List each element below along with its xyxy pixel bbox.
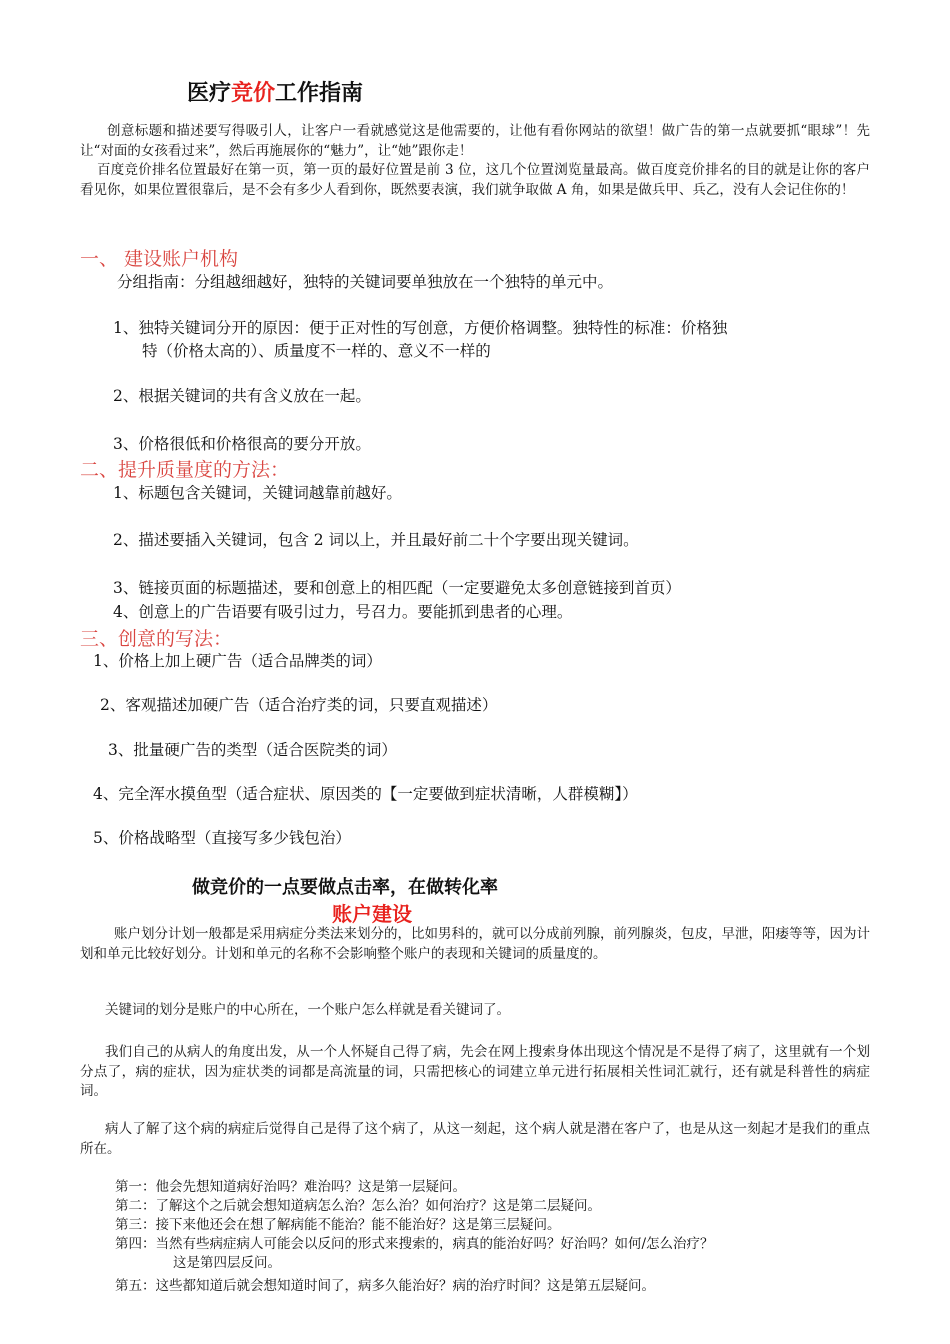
section2-item2: 2、描述要插入关键词，包含 2 词以上，并且最好前二十个字要出现关键词。 bbox=[113, 531, 639, 549]
account-paragraph-2: 关键词的划分是账户的中心所在，一个账户怎么样就是看关键词了。 bbox=[105, 1002, 510, 1018]
account-paragraph-4: 病人了解了这个病的病症后觉得自己是得了这个病了，从这一刻起，这个病人就是潜在客户了，也是从这一刻起才是我们的重点所在。 bbox=[80, 1121, 870, 1157]
section1-lead: 分组指南：分组越细越好，独特的关键词要单独放在一个独特的单元中。 bbox=[117, 273, 614, 291]
subtitle: 做竞价的一点要做点击率，在做转化率 bbox=[192, 877, 498, 898]
page-title bbox=[187, 76, 363, 107]
section1-item1-line2: 特（价格太高的）、质量度不一样的、意义不一样的 bbox=[142, 342, 491, 360]
section1-item3: 3、价格很低和价格很高的要分开放。 bbox=[113, 435, 371, 453]
section3-heading: 三、创意的写法： bbox=[80, 628, 233, 650]
page-title-highlight: 竞价 bbox=[231, 81, 276, 106]
section3-item3: 3、批量硬广告的类型（适合医院类的词） bbox=[108, 741, 397, 759]
section1-item1-line1: 1、独特关键词分开的原因：便于正对性的写创意，方便价格调整。独特性的标准：价格独 bbox=[113, 319, 728, 337]
page-title-part1: 医疗 bbox=[187, 81, 232, 106]
question-1: 第一：他会先想知道病好治吗？难治吗？这是第一层疑问。 bbox=[115, 1179, 466, 1195]
question-2: 第二：了解这个之后就会想知道病怎么治？怎么治？如何治疗？这是第二层疑问。 bbox=[115, 1198, 601, 1214]
section3-item4: 4、完全浑水摸鱼型（适合症状、原因类的【一定要做到症状清晰，人群模糊】） bbox=[93, 785, 638, 803]
question-5: 第五：这些都知道后就会想知道时间了，病多久能治好？病的治疗时间？这是第五层疑问。 bbox=[115, 1278, 655, 1294]
section3-item1: 1、价格上加上硬广告（适合品牌类的词） bbox=[93, 652, 382, 670]
section2-item4: 4、创意上的广告语要有吸引过力，号召力。要能抓到患者的心理。 bbox=[113, 603, 573, 621]
question-4-line2: 这是第四层反问。 bbox=[173, 1255, 281, 1271]
intro-paragraph-2: 百度竞价排名位置最好在第一页，第一页的最好位置是前 3 位，这几个位置浏览量最高。做百度竞价排名的目的就是让你的客户看见你，如果位置很靠后，是不会有多少人看到你，既然要表演，我们就争取做 A 角，如果是做兵甲、兵乙，没有人会记住你的！ bbox=[80, 162, 870, 198]
section1-heading: 一、 建设账户机构 bbox=[80, 248, 239, 270]
section3-item5: 5、价格战略型（直接写多少钱包治） bbox=[93, 829, 351, 847]
section1-item2: 2、根据关键词的共有含义放在一起。 bbox=[113, 387, 371, 405]
account-paragraph-1: 账户划分计划一般都是采用病症分类法来划分的，比如男科的，就可以分成前列腺，前列腺炎，包皮，早泄，阳痿等等，因为计划和单元比较好划分。计划和单元的名称不会影响整个账户的表现和关键词的质量度的。 bbox=[80, 926, 870, 962]
section3-item2: 2、客观描述加硬广告（适合治疗类的词，只要直观描述） bbox=[100, 696, 498, 714]
account-heading: 账户建设 bbox=[332, 902, 412, 926]
section2-item1: 1、标题包含关键词，关键词越靠前越好。 bbox=[113, 484, 402, 502]
intro-paragraph-1: 创意标题和描述要写得吸引人，让客户一看就感觉这是他需要的，让他有看你网站的欲望！做广告的第一点就要抓“眼球”！先让“对面的女孩看过来”，然后再施展你的“魅力”，让“她”跟你走！ bbox=[80, 123, 870, 159]
account-paragraph-3: 我们自己的从病人的角度出发，从一个人怀疑自己得了病，先会在网上搜索身体出现这个情况是不是得了病了，这里就有一个划分点了，病的症状，因为症状类的词都是高流量的词，只需把核心的词建立单元进行拓展相关性词汇就行，还有就是科普性的病症词。 bbox=[80, 1044, 870, 1099]
question-3: 第三：接下来他还会在想了解病能不能治？能不能治好？这是第三层疑问。 bbox=[115, 1217, 561, 1233]
page-title-part3: 工作指南 bbox=[275, 81, 364, 106]
section2-heading: 二、提升质量度的方法： bbox=[80, 459, 290, 481]
section2-item3: 3、链接页面的标题描述，要和创意上的相匹配（一定要避免太多创意链接到首页） bbox=[113, 579, 681, 597]
question-4-line1: 第四：当然有些病症病人可能会以反问的形式来搜索的，病真的能治好吗？好治吗？如何/怎么治疗？ bbox=[115, 1236, 714, 1252]
